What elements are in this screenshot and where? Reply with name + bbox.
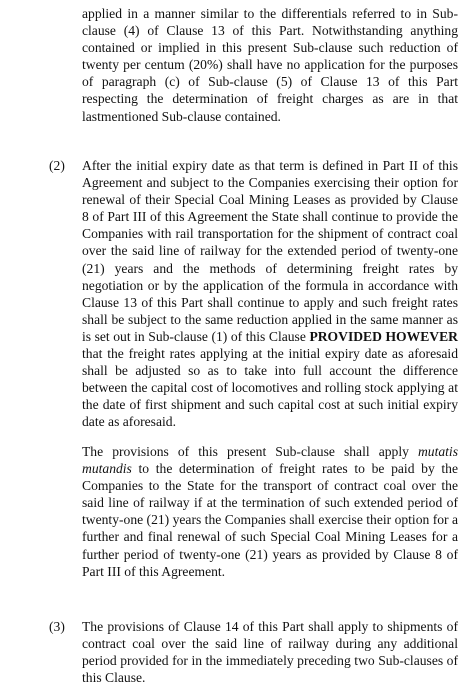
subclause-2-text-after: that the freight rates applying at the initial expiry date as aforesaid shall be adjusted so as to take into full account the difference between the capital cost of locomotives and rolling stock applying at the date of first shipment and such capital cost at such initial expiry date as aforesaid. (82, 346, 458, 430)
subclause-2-p2-text-before: The provisions of this present Sub-clause shall apply (82, 444, 409, 459)
subclause-2-number: (2) (49, 158, 65, 173)
mutatis-mutandis-phrase: mutatis mutandis (82, 444, 458, 477)
subclause-2-p2-text-after: to the determination of freight rates to be paid by the Companies to the State for the transport of contract coal over the said line of railway if at the termination of such extended period of twenty-one (21) years the Companies shall exercise their option for a further and final renewal of such Special Coal Mining Leases for a further period of twenty-one (21) years as provided by Clause 8 of Part III of this Agreement. (82, 461, 459, 579)
subclause-2-text-before: After the initial expiry date as that term is defined in Part II of this Agreement and subject to the Companies exercising their option for renewal of their Special Coal Mining Leases as provided by Clause 8 of Part III of this Agreement the State shall continue to provide the Companies with rail transportation for the shipment of contract coal over the said line of railway for the extended period of twenty-one (21) years and the methods of determining freight rates by negotiation or by the application of the formula in accordance with Clause 13 of this Part shall continue to apply and such freight rates shall be subject to the same reduction applied in the same manner as is set out in Sub-clause (1) of this Clause (82, 158, 458, 344)
provided-however-phrase: PROVIDED HOWEVER (309, 328, 458, 344)
subclause-3-paragraph: The provisions of Clause 14 of this Part shall apply to shipments of contract coal over the said line of railway during any additional period provided for in the immediately preceding two Sub-clauses of this Clause. (82, 619, 458, 686)
subclause-2-paragraph (82, 157, 458, 431)
subclause-2-second-paragraph (82, 443, 458, 580)
subclause-3-number: (3) (49, 619, 65, 634)
continuation-paragraph: applied in a manner similar to the differentials referred to in Sub-clause (4) of Clause 13 of this Part. Notwithstanding anything contained or implied in this present Sub-clause such reduction of twenty per centum (20%) shall have no application for the purposes of paragraph (c) of Sub-clause (5) of Clause 13 of this Part respecting the determination of freight charges as are in that lastmentioned Sub-clause contained. (82, 6, 458, 124)
